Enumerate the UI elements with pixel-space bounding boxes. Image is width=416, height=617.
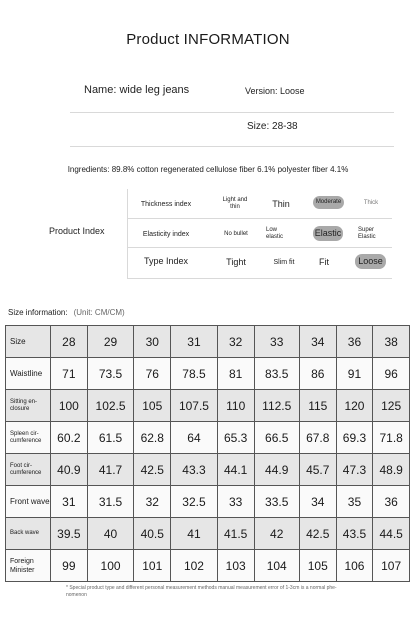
- table-cell: 96: [373, 358, 410, 390]
- ingredients: Ingredients: 89.8% cotton regenerated cellulose fiber 6.1% polyester fiber 4.1%: [67, 165, 349, 174]
- table-cell: 32: [134, 486, 171, 518]
- size-table: [5, 325, 410, 582]
- table-cell: 107: [373, 550, 410, 582]
- table-cell: 31: [171, 326, 218, 358]
- product-name: Name: wide leg jeans: [84, 84, 190, 96]
- thickness-option-thin: Thin: [272, 199, 290, 209]
- table-cell: 73.5: [88, 358, 135, 390]
- table-cell: 83.5: [255, 358, 300, 390]
- table-cell: 36: [337, 326, 374, 358]
- product-index-label: Product Index: [49, 226, 105, 236]
- elasticity-option-elastic-selected: Elastic: [313, 226, 343, 241]
- thickness-option-light: Light and thin: [222, 197, 248, 210]
- table-cell: 34: [300, 486, 337, 518]
- elasticity-index-label: Elasticity index: [142, 231, 190, 238]
- table-cell: 43.5: [337, 518, 374, 550]
- table-cell: 33: [255, 326, 300, 358]
- table-cell: 33.5: [255, 486, 300, 518]
- table-cell: 35: [337, 486, 374, 518]
- table-cell: 99: [51, 550, 88, 582]
- table-cell: 31.5: [88, 486, 135, 518]
- table-cell: 42: [255, 518, 300, 550]
- table-cell: 102.5: [88, 390, 135, 422]
- table-cell: 61.5: [88, 422, 135, 454]
- table-cell: 40: [88, 518, 135, 550]
- table-cell: 28: [51, 326, 88, 358]
- size-information-heading: [8, 308, 125, 317]
- table-cell: 125: [373, 390, 410, 422]
- elasticity-option-super: Super Elastic: [358, 227, 376, 240]
- table-cell: 76: [134, 358, 171, 390]
- table-cell: 32: [218, 326, 255, 358]
- thickness-index-label: Thickness index: [140, 201, 192, 208]
- thickness-option-thick: Thick: [363, 200, 379, 206]
- row-label: Size: [6, 326, 51, 358]
- table-cell: 65.3: [218, 422, 255, 454]
- table-row: [6, 358, 410, 390]
- table-cell: 106: [337, 550, 374, 582]
- table-cell: 71: [51, 358, 88, 390]
- table-cell: 39.5: [51, 518, 88, 550]
- table-cell: 60.2: [51, 422, 88, 454]
- row-label: Foreign Minister: [6, 550, 51, 582]
- table-cell: 43.3: [171, 454, 218, 486]
- type-option-tight: Tight: [226, 257, 246, 267]
- page-title: Product INFORMATION: [126, 31, 290, 48]
- table-row: [6, 518, 410, 550]
- type-index-label: Type Index: [143, 256, 189, 266]
- table-cell: 48.9: [373, 454, 410, 486]
- size-unit: (Unit: CM/CM): [73, 308, 125, 317]
- table-cell: 67.8: [300, 422, 337, 454]
- size-information-label: Size information:: [8, 308, 68, 317]
- table-cell: 81: [218, 358, 255, 390]
- table-cell: 29: [88, 326, 135, 358]
- table-cell: 41: [171, 518, 218, 550]
- divider: [70, 146, 394, 147]
- table-row: [6, 390, 410, 422]
- table-cell: 36: [373, 486, 410, 518]
- table-row: [6, 422, 410, 454]
- table-cell: 86: [300, 358, 337, 390]
- divider: [127, 247, 392, 248]
- table-cell: 69.3: [337, 422, 374, 454]
- divider: [127, 218, 392, 219]
- table-cell: 33: [218, 486, 255, 518]
- table-cell: 34: [300, 326, 337, 358]
- table-cell: 32.5: [171, 486, 218, 518]
- table-cell: 31: [51, 486, 88, 518]
- table-cell: 101: [134, 550, 171, 582]
- divider: [70, 112, 394, 113]
- thickness-option-moderate-selected: Moderate: [313, 196, 344, 209]
- table-cell: 41.5: [218, 518, 255, 550]
- table-cell: 40.9: [51, 454, 88, 486]
- table-row: [6, 486, 410, 518]
- table-row: [6, 326, 410, 358]
- table-cell: 62.8: [134, 422, 171, 454]
- table-cell: 64: [171, 422, 218, 454]
- table-cell: 47.3: [337, 454, 374, 486]
- table-cell: 100: [51, 390, 88, 422]
- product-version: Version: Loose: [245, 86, 305, 96]
- table-cell: 103: [218, 550, 255, 582]
- row-label: Spleen cir-cumference: [6, 422, 51, 454]
- table-cell: 40.5: [134, 518, 171, 550]
- table-cell: 112.5: [255, 390, 300, 422]
- elasticity-option-low: Low elastic: [266, 227, 284, 240]
- table-cell: 42.5: [134, 454, 171, 486]
- table-cell: 91: [337, 358, 374, 390]
- type-option-fit: Fit: [319, 257, 329, 267]
- table-cell: 38: [373, 326, 410, 358]
- table-cell: 44.9: [255, 454, 300, 486]
- elasticity-option-none: No bullet: [224, 231, 248, 237]
- type-option-slim-fit: Slim fit: [273, 259, 295, 266]
- table-cell: 30: [134, 326, 171, 358]
- table-cell: 102: [171, 550, 218, 582]
- table-cell: 42.5: [300, 518, 337, 550]
- table-cell: 66.5: [255, 422, 300, 454]
- table-cell: 100: [88, 550, 135, 582]
- table-cell: 44.5: [373, 518, 410, 550]
- table-cell: 71.8: [373, 422, 410, 454]
- table-cell: 105: [300, 550, 337, 582]
- table-cell: 104: [255, 550, 300, 582]
- divider: [127, 189, 128, 278]
- table-cell: 41.7: [88, 454, 135, 486]
- table-cell: 105: [134, 390, 171, 422]
- table-row: [6, 454, 410, 486]
- type-option-loose-selected: Loose: [355, 254, 386, 269]
- table-cell: 107.5: [171, 390, 218, 422]
- table-cell: 45.7: [300, 454, 337, 486]
- divider: [127, 278, 392, 279]
- row-label: Foot cir-cumference: [6, 454, 51, 486]
- row-label: Sitting en-closure: [6, 390, 51, 422]
- table-cell: 115: [300, 390, 337, 422]
- row-label: Waistline: [6, 358, 51, 390]
- measurement-note: * Special product type and different personal measurement methods manual measurement error of 1-3cm is a normal phe-nomenon: [66, 585, 337, 598]
- table-cell: 78.5: [171, 358, 218, 390]
- row-label: Front wave: [6, 486, 51, 518]
- table-cell: 44.1: [218, 454, 255, 486]
- row-label: Back wave: [6, 518, 51, 550]
- product-size: Size: 28-38: [247, 121, 298, 132]
- table-row: [6, 550, 410, 582]
- table-cell: 120: [337, 390, 374, 422]
- table-cell: 110: [218, 390, 255, 422]
